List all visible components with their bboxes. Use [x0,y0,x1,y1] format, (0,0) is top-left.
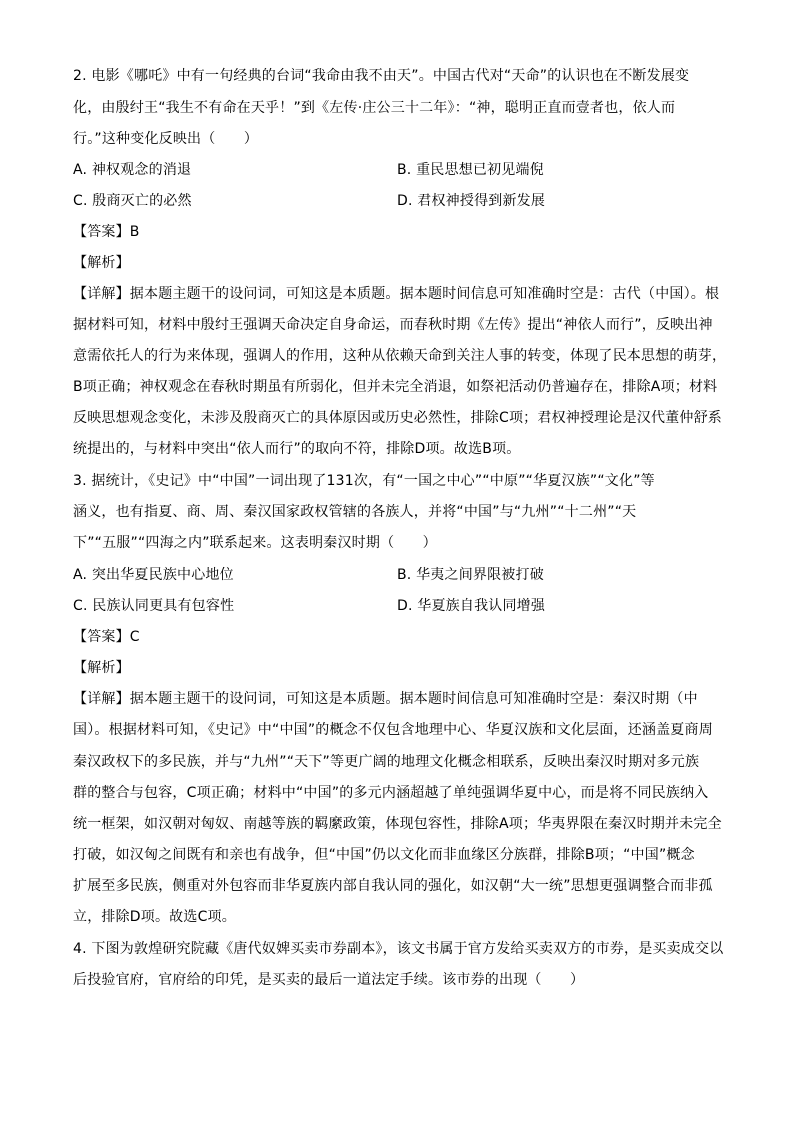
q3-stem-line-3: 下”“五服”“四海之内”联系起来。这表明秦汉时期（ ） [73,535,437,551]
q2-option-d: D. 君权神授得到新发展 [397,193,546,209]
q3-detail-line-4: 群的整合与包容，C项正确；材料中“中国”的多元内涵超越了单纯强调华夏中心，而是将不同民族纳入 [73,785,709,801]
q2-answer: 【答案】B [73,224,140,240]
q3-detail-line-8: 立，排除D项。故选C项。 [73,909,236,925]
q4-stem-line-2: 后投验官府，官府给的印凭，是买卖的最后一道法定手续。该市券的出现（ ） [73,972,585,988]
q2-option-a: A. 神权观念的消退 [73,162,192,178]
q3-detail-line-1: 【详解】据本题主题干的设问词，可知这是本质题。据本题时间信息可知准确时空是：秦汉时期（中 [73,691,698,707]
q3-option-d: D. 华夏族自我认同增强 [397,598,546,614]
q2-option-c: C. 殷商灭亡的必然 [73,193,192,209]
q2-detail-line-3: 意需依托人的行为来体现，强调人的作用，这种从依赖天命到关注人事的转变，体现了民本思想的萌芽， [73,348,727,364]
q3-option-c: C. 民族认同更具有包容性 [73,598,235,614]
q2-detail-line-6: 统提出的，与材料中突出“依人而行”的取向不符，排除D项。故选B项。 [73,441,521,457]
q2-stem-line-3: 行。”这种变化反映出（ ） [73,131,259,147]
q3-detail-line-2: 国）。根据材料可知，《史记》中“中国”的概念不仅包含地理中心、华夏汉族和文化层面，还涵盖夏商周 [73,722,713,738]
q2-detail-line-2: 据材料可知，材料中殷纣王强调天命决定自身命运，而春秋时期《左传》提出“神依人而行”，反映出神 [73,317,713,333]
q3-detail-line-7: 扩展至多民族，侧重对外包容而非华夏族内部自我认同的强化，如汉朝“大一统”思想更强调整合而非孤 [73,878,713,894]
q2-detail-line-4: B项正确；神权观念在春秋时期虽有所弱化，但并未完全消退，如祭祀活动仍普遍存在，排除A项；材料 [73,379,718,395]
q3-detail-line-5: 统一框架，如汉朝对匈奴、南越等族的羁縻政策，体现包容性，排除A项；华夷界限在秦汉时期并未完全 [73,816,722,832]
q3-option-a: A. 突出华夏民族中心地位 [73,567,234,583]
q3-detail-line-3: 秦汉政权下的多民族，并与“九州”“天下”等更广阔的地理文化概念相联系，反映出秦汉时期对多元族 [73,754,700,770]
q2-stem-line-2: 化，由殷纣王“我生不有命在天乎！”到《左传·庄公三十二年》：“神，聪明正直而壹者也，依人而 [73,100,676,116]
q3-stem-line-2: 涵义，也有指夏、商、周、秦汉国家政权管辖的各族人，并将“中国”与“九州”“十二州”“天 [73,504,637,520]
q2-stem-line-1: 2. 电影《哪吒》中有一句经典的台词“我命由我不由天”。中国古代对“天命”的认识也在不断发展变 [73,68,690,84]
q2-detail-line-5: 反映思想观念变化，未涉及殷商灭亡的具体原因或历史必然性，排除C项；君权神授理论是汉代董仲舒系 [73,410,722,426]
q3-option-b: B. 华夷之间界限被打破 [397,567,544,583]
q3-detail-line-6: 打破，如汉匈之间既有和亲也有战争，但“中国”仍以文化而非血缘区分族群，排除B项；“中国”概念 [73,847,695,863]
q3-analysis-label: 【解析】 [73,660,130,676]
q2-analysis-label: 【解析】 [73,255,130,271]
q4-stem-line-1: 4. 下图为敦煌研究院藏《唐代奴婢买卖市券副本》，该文书属于官方发给买卖双方的市券，是买卖成交以 [73,941,724,957]
q2-detail-line-1: 【详解】据本题主题干的设问词，可知这是本质题。据本题时间信息可知准确时空是：古代（中国）。根 [73,286,720,302]
q3-answer: 【答案】C [73,629,140,645]
q2-option-b: B. 重民思想已初见端倪 [397,162,544,178]
q3-stem-line-1: 3. 据统计，《史记》中“中国”一词出现了131次，有“一国之中心”“中原”“华夏汉族”“文化”等 [73,473,655,489]
